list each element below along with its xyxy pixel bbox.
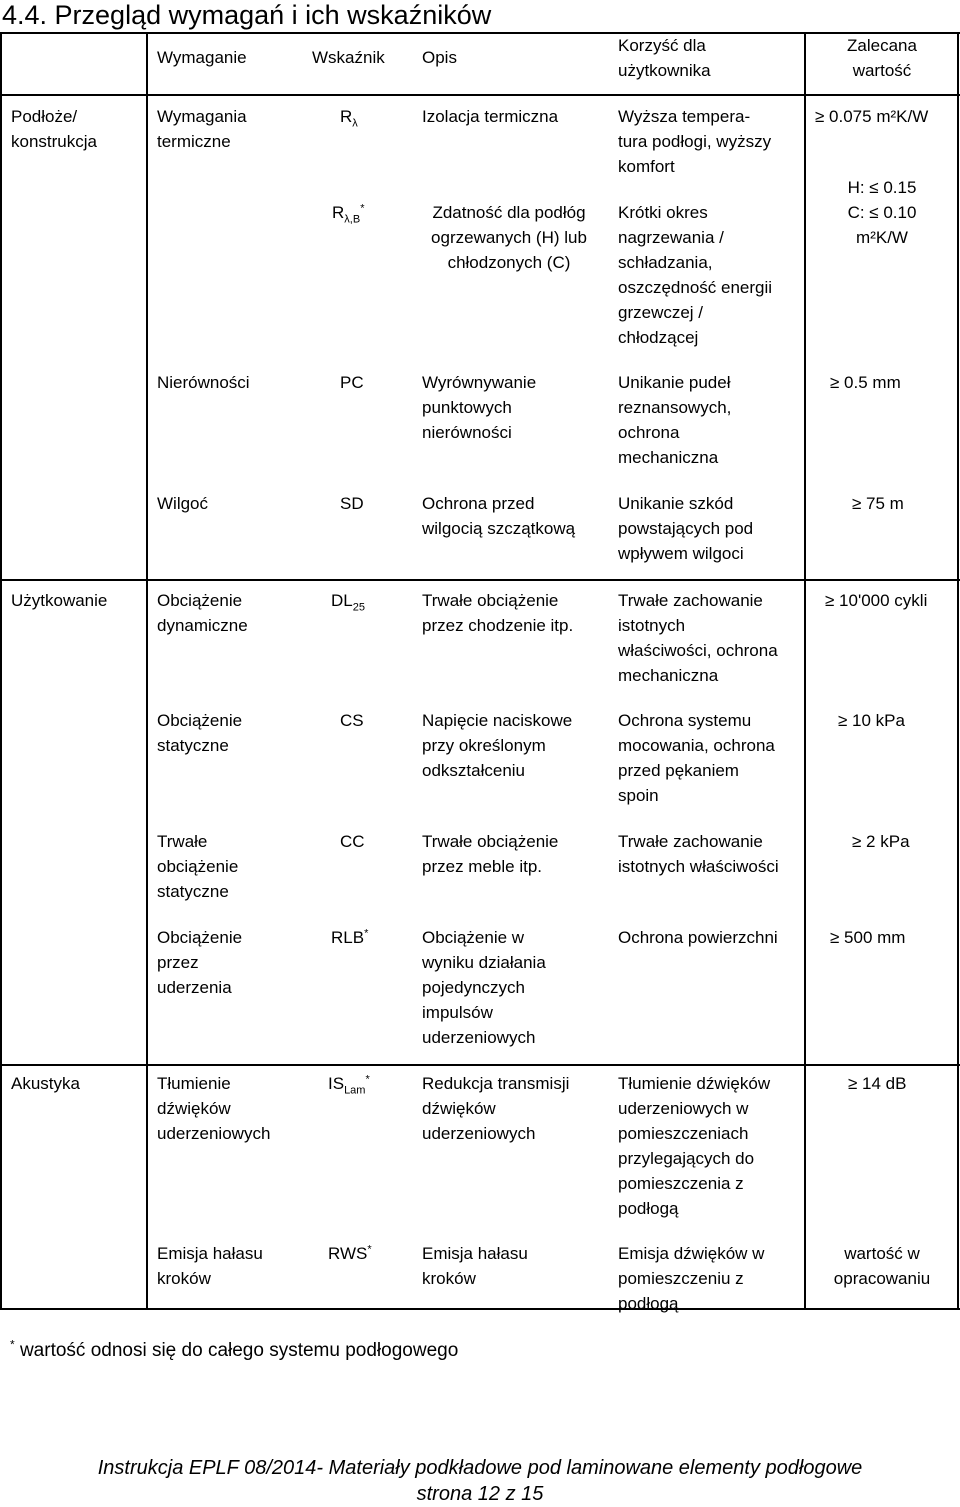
group-divider-1 xyxy=(0,579,960,581)
cell-line: dźwięków xyxy=(422,1099,496,1118)
cell-line: obciążenie xyxy=(157,857,239,876)
cell-line: Emisja hałasu xyxy=(422,1244,528,1263)
group-podloze-line: konstrukcja xyxy=(11,132,97,151)
cell-line: spoin xyxy=(618,786,659,805)
dl-benefit xyxy=(618,588,778,688)
thermal-description-2 xyxy=(405,200,613,275)
cell-line: punktowych xyxy=(422,398,512,417)
header-wskaznik: Wskaźnik xyxy=(312,48,385,67)
cell-line: reznansowych, xyxy=(618,398,732,417)
cell-line: uderzenia xyxy=(157,978,232,997)
cell-line: dźwięków xyxy=(157,1099,231,1118)
cell-line: wilgocią szczątkową xyxy=(422,519,576,538)
cs-indicator: CS xyxy=(340,711,364,730)
cell-line: statyczne xyxy=(157,882,229,901)
cs-requirement xyxy=(157,708,242,758)
cell-line: przez meble itp. xyxy=(422,857,542,876)
rws-requirement xyxy=(157,1241,263,1291)
header-zalecana-line: Zalecana xyxy=(847,36,917,55)
cell-line: przylegających do xyxy=(618,1149,755,1168)
cs-benefit xyxy=(618,708,775,808)
cc-benefit xyxy=(618,829,779,879)
pc-indicator: PC xyxy=(340,373,364,392)
is-value: ≥ 14 dB xyxy=(848,1074,907,1093)
pc-value: ≥ 0.5 mm xyxy=(830,373,901,392)
rws-value xyxy=(806,1241,958,1291)
is-description xyxy=(422,1071,569,1146)
is-indicator xyxy=(328,1071,370,1096)
cell-line: grzewczej / xyxy=(618,303,704,322)
cell-line: Emisja dźwięków w xyxy=(618,1244,765,1263)
indicator-main: IS xyxy=(328,1074,345,1093)
rlb-benefit: Ochrona powierzchni xyxy=(618,928,778,947)
dl-requirement xyxy=(157,588,248,638)
cell-line: uderzeniowych xyxy=(422,1124,536,1143)
header-zalecana-line: wartość xyxy=(852,61,912,80)
cell-line: mocowania, ochrona xyxy=(618,736,775,755)
cell-line: Obciążenie xyxy=(157,591,243,610)
cell-line: uderzeniowych w xyxy=(618,1099,749,1118)
indicator-asterisk: * xyxy=(364,927,369,940)
rws-description xyxy=(422,1241,528,1291)
cell-line: kroków xyxy=(157,1269,211,1288)
header-korzysc xyxy=(618,33,711,83)
cell-line: statyczne xyxy=(157,736,229,755)
indicator-asterisk: * xyxy=(367,1243,372,1256)
cell-line: podłogą xyxy=(618,1199,679,1218)
cell-line: Tłumienie xyxy=(157,1074,231,1093)
thermal-benefit-2 xyxy=(618,200,772,350)
cell-line: tura podłogi, wyższy xyxy=(618,132,772,151)
section-title: 4.4. Przegląd wymagań i ich wskaźników xyxy=(2,0,492,30)
sd-value: ≥ 75 m xyxy=(852,494,904,513)
rlb-value: ≥ 500 mm xyxy=(830,928,906,947)
cell-line: przez chodzenie itp. xyxy=(422,616,574,635)
pc-benefit xyxy=(618,370,731,470)
thermal-description-1: Izolacja termiczna xyxy=(422,107,559,126)
cell-line: pomieszczeniach xyxy=(618,1124,749,1143)
footnote xyxy=(10,1337,459,1362)
footer-page-number: strona 12 z 15 xyxy=(416,1483,544,1505)
cell-line: Trwałe obciążenie xyxy=(422,591,559,610)
cell-line: opracowaniu xyxy=(833,1269,931,1288)
cell-line: pojedynczych xyxy=(422,978,526,997)
cell-line: chłodzonych (C) xyxy=(447,253,571,272)
indicator-main: DL xyxy=(331,591,353,610)
indicator-asterisk: * xyxy=(360,202,365,215)
cell-line: Trwałe zachowanie xyxy=(618,832,763,851)
cell-line: Emisja hałasu xyxy=(157,1244,263,1263)
cell-line: przy określonym xyxy=(422,736,546,755)
cc-requirement xyxy=(157,829,238,904)
cell-line: właściwości, ochrona xyxy=(618,641,778,660)
cell-line: przed pękaniem xyxy=(618,761,739,780)
cell-line: Obciążenie xyxy=(157,711,243,730)
cell-line: C: ≤ 0.10 xyxy=(847,203,917,222)
rlb-requirement xyxy=(157,925,242,1000)
cell-line: termiczne xyxy=(157,132,231,151)
cell-line: wartość w xyxy=(844,1244,920,1263)
cell-line: nierówności xyxy=(422,423,512,442)
cell-line: powstających pod xyxy=(618,519,754,538)
rws-benefit xyxy=(618,1241,764,1316)
sd-requirement: Wilgoć xyxy=(157,494,209,513)
cell-line: podłogą xyxy=(618,1294,679,1313)
cell-line: Krótki okres xyxy=(618,203,708,222)
cc-value: ≥ 2 kPa xyxy=(852,832,910,851)
cell-line: ogrzewanych (H) lub xyxy=(431,228,587,247)
indicator-asterisk: * xyxy=(365,1073,370,1086)
sd-benefit xyxy=(618,491,753,566)
cell-line: oszczędność energii xyxy=(618,278,773,297)
group-akustyka: Akustyka xyxy=(11,1074,80,1093)
sd-indicator: SD xyxy=(340,494,364,513)
cell-line: wyniku działania xyxy=(422,953,546,972)
footnote-text: wartość odnosi się do całego systemu podłogowego xyxy=(19,1340,459,1361)
indicator-main: RWS xyxy=(328,1244,368,1263)
indicator-main: RLB xyxy=(331,928,365,947)
pc-requirement: Nierówności xyxy=(157,373,250,392)
cell-line: Redukcja transmisji xyxy=(422,1074,570,1093)
cell-line: chłodzącej xyxy=(618,328,699,347)
cell-line: pomieszczenia z xyxy=(618,1174,744,1193)
rlb-indicator xyxy=(331,925,368,950)
cell-line: Trwałe obciążenie xyxy=(422,832,559,851)
dl-value: ≥ 10'000 cykli xyxy=(825,591,928,610)
cell-line: Zdatność dla podłóg xyxy=(432,203,586,222)
cell-line: Wyższa tempera- xyxy=(618,107,751,126)
cell-line: kroków xyxy=(422,1269,476,1288)
sd-description xyxy=(422,491,575,541)
cell-line: mechaniczna xyxy=(618,448,719,467)
cell-line: Obciążenie xyxy=(157,928,243,947)
cell-line: Trwałe xyxy=(157,832,208,851)
cs-value: ≥ 10 kPa xyxy=(838,711,905,730)
cc-description xyxy=(422,829,558,879)
footer-line-1: Instrukcja EPLF 08/2014- Materiały podkładowe pod laminowane elementy podłogowe xyxy=(97,1457,863,1479)
cell-line: uderzeniowych xyxy=(157,1124,271,1143)
is-requirement xyxy=(157,1071,270,1146)
cell-line: Wymagania xyxy=(157,107,247,126)
indicator-sub: λ xyxy=(352,117,358,130)
column-divider-1 xyxy=(146,32,148,1310)
cell-line: odkształceniu xyxy=(422,761,526,780)
table-border-left xyxy=(0,32,2,1310)
group-podloze xyxy=(11,104,97,154)
rws-indicator xyxy=(328,1241,372,1266)
footnote-asterisk: * xyxy=(10,1337,15,1352)
rlb-description xyxy=(422,925,546,1050)
indicator-sub: 25 xyxy=(352,601,365,614)
thermal-value-2 xyxy=(806,175,958,250)
cell-line: schładzania, xyxy=(618,253,713,272)
cell-line: H: ≤ 0.15 xyxy=(847,178,917,197)
cell-line: pomieszczeniu z xyxy=(618,1269,744,1288)
requirements-table xyxy=(0,32,960,1313)
cell-line: komfort xyxy=(618,157,675,176)
cs-description xyxy=(422,708,572,783)
cell-line: wpływem wilgoci xyxy=(618,544,744,563)
is-benefit xyxy=(618,1071,770,1221)
indicator-main: R xyxy=(332,203,345,222)
cell-line: Wyrównywanie xyxy=(422,373,537,392)
thermal-indicator-r-lambda-b xyxy=(332,200,364,225)
cell-line: Tłumienie dźwięków xyxy=(618,1074,771,1093)
dl-description xyxy=(422,588,573,638)
header-korzysc-line: Korzyść dla xyxy=(618,36,706,55)
header-divider xyxy=(0,94,960,96)
cell-line: istotnych xyxy=(618,616,686,635)
cell-line: istotnych właściwości xyxy=(618,857,779,876)
cell-line: mechaniczna xyxy=(618,666,719,685)
group-uzytkowanie: Użytkowanie xyxy=(11,591,108,610)
cell-line: Unikanie pudeł xyxy=(618,373,731,392)
cell-line: Obciążenie w xyxy=(422,928,525,947)
pc-description xyxy=(422,370,536,445)
cell-line: ochrona xyxy=(618,423,680,442)
indicator-sub: λ,B xyxy=(344,213,361,226)
thermal-benefit-1 xyxy=(618,104,771,179)
thermal-value-1: ≥ 0.075 m²K/W xyxy=(815,107,929,126)
cell-line: Unikanie szkód xyxy=(618,494,734,513)
header-opis: Opis xyxy=(422,48,457,67)
cell-line: impulsów xyxy=(422,1003,493,1022)
cell-line: uderzeniowych xyxy=(422,1028,536,1047)
cell-line: Ochrona przed xyxy=(422,494,535,513)
indicator-main: R xyxy=(340,107,353,126)
header-zalecana xyxy=(806,33,958,83)
cc-indicator: CC xyxy=(340,832,365,851)
table-border-bottom xyxy=(0,1308,960,1310)
group-divider-2 xyxy=(0,1064,960,1066)
header-wymaganie: Wymaganie xyxy=(157,48,247,67)
cell-line: Napięcie naciskowe xyxy=(422,711,573,730)
indicator-sub: Lam xyxy=(344,1084,366,1097)
thermal-requirement xyxy=(157,104,247,154)
cell-line: przez xyxy=(157,953,199,972)
cell-line: nagrzewania / xyxy=(618,228,724,247)
cell-line: Trwałe zachowanie xyxy=(618,591,763,610)
cell-line: m²K/W xyxy=(856,228,908,247)
thermal-indicator-r-lambda xyxy=(340,104,358,129)
header-korzysc-line: użytkownika xyxy=(618,61,711,80)
cell-line: dynamiczne xyxy=(157,616,248,635)
group-podloze-line: Podłoże/ xyxy=(11,107,78,126)
cell-line: Ochrona systemu xyxy=(618,711,752,730)
dl-indicator xyxy=(331,588,365,613)
